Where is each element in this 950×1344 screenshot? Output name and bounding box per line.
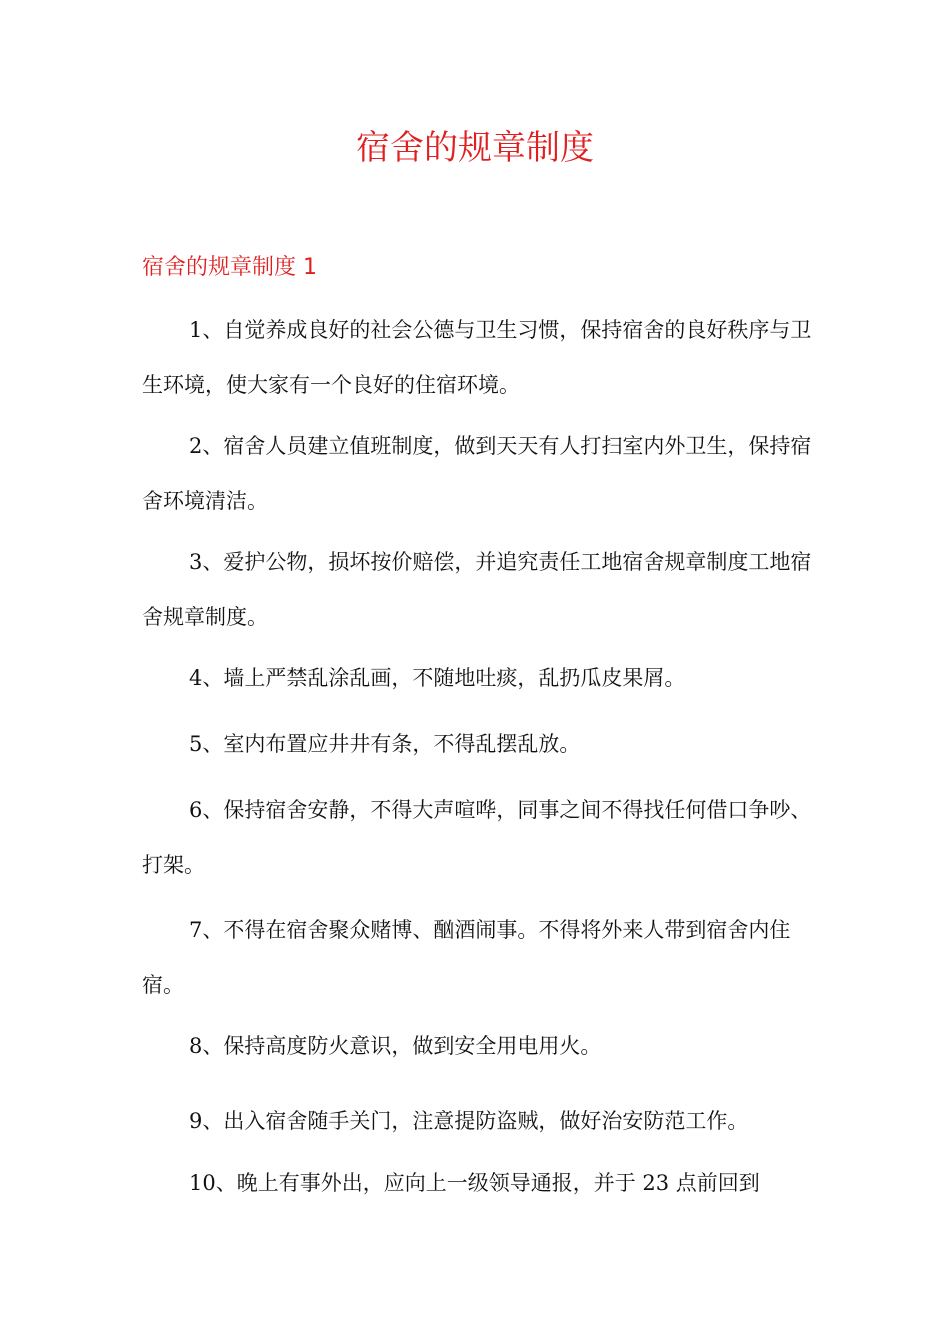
document-title: 宿舍的规章制度 <box>356 128 594 168</box>
paragraph-6: 6、保持宿舍安静，不得大声喧哗，同事之间不得找任何借口争吵、打架。 <box>142 798 812 877</box>
paragraph-2: 2、宿舍人员建立值班制度，做到天天有人打扫室内外卫生，保持宿舍环境清洁。 <box>142 434 812 513</box>
paragraph-1: 1、自觉养成良好的社会公德与卫生习惯，保持宿舍的良好秩序与卫生环境，使大家有一个良好的住宿环境。 <box>142 318 812 397</box>
section-heading: 宿舍的规章制度 1 <box>142 255 317 280</box>
paragraph-8: 8、保持高度防火意识，做到安全用电用火。 <box>189 1034 602 1058</box>
paragraph-9: 9、出入宿舍随手关门，注意提防盗贼，做好治安防范工作。 <box>189 1109 749 1133</box>
paragraph-7: 7、不得在宿舍聚众赌博、酗酒闹事。不得将外来人带到宿舍内住宿。 <box>142 918 791 997</box>
paragraph-3: 3、爱护公物，损坏按价赔偿，并追究责任工地宿舍规章制度工地宿舍规章制度。 <box>142 550 812 629</box>
paragraph-5: 5、室内布置应井井有条，不得乱摆乱放。 <box>189 732 581 756</box>
paragraph-10: 10、晚上有事外出，应向上一级领导通报，并于 23 点前回到 <box>189 1171 760 1195</box>
paragraph-4: 4、墙上严禁乱涂乱画，不随地吐痰，乱扔瓜皮果屑。 <box>189 666 686 690</box>
